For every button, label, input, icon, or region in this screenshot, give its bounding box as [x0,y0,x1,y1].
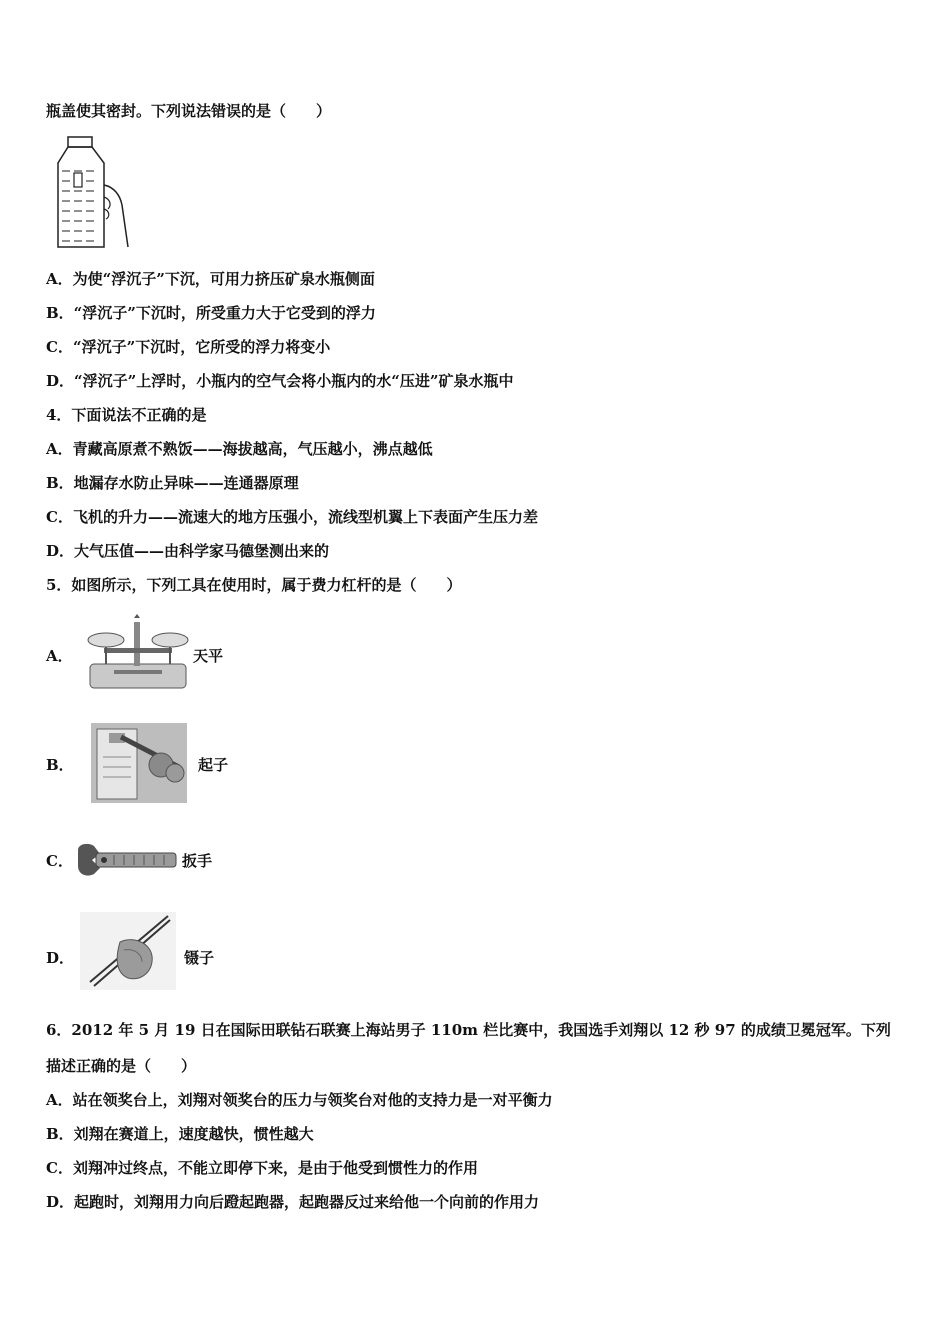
q4-option-c: C．飞机的升力——流速大的地方压强小，流线型机翼上下表面产生压力差 [46,508,538,526]
q5-option-b-tool: 起子 [198,756,229,774]
q5-option-a-letter: A． [46,647,73,665]
q5-option-c-tool: 扳手 [182,852,213,870]
q6-stem-line2: 描述正确的是（ ） [46,1057,197,1075]
q6-stem-line1: 6．2012 年 5 月 19 日在国际田联钻石联赛上海站男子 110m 栏比赛中，我国选手刘翔以 12 秒 97 的成绩卫冕冠军。下列 [46,1021,891,1039]
q6-option-a: A．站在领奖台上，刘翔对领奖台的压力与领奖台对他的支持力是一对平衡力 [46,1091,553,1109]
q4-option-d: D．大气压值——由科学家马德堡测出来的 [46,542,330,560]
q5-option-b-letter: B． [46,756,74,774]
q5-option-d-tool: 镊子 [184,949,215,967]
q6-option-b: B．刘翔在赛道上，速度越快，惯性越大 [46,1125,314,1143]
bottle-opener-icon [91,723,187,803]
q5-option-a-tool: 天平 [193,647,224,665]
q3-intro: 瓶盖使其密封。下列说法错误的是（ ） [46,102,332,120]
q6-option-c: C．刘翔冲过终点，不能立即停下来，是由于他受到惯性力的作用 [46,1159,478,1177]
q5-option-d-letter: D． [46,949,75,967]
q4-option-b: B．地漏存水防止异味——连通器原理 [46,474,299,492]
q5-option-c-letter: C． [46,852,73,870]
q3-option-c: C．“浮沉子”下沉时，它所受的浮力将变小 [46,338,331,356]
bottle-diver-icon [50,135,132,253]
q4-option-a: A．青藏高原煮不熟饭——海拔越高，气压越小，沸点越低 [46,440,433,458]
q6-option-d: D．起跑时，刘翔用力向后蹬起跑器，起跑器反过来给他一个向前的作用力 [46,1193,540,1211]
q3-option-a: A．为使“浮沉子”下沉，可用力挤压矿泉水瓶侧面 [46,270,375,288]
balance-scale-icon [84,612,192,690]
q3-option-b: B．“浮沉子”下沉时，所受重力大于它受到的浮力 [46,304,376,322]
tweezers-icon [80,912,176,990]
q5-stem: 5．如图所示，下列工具在使用时，属于费力杠杆的是（ ） [46,576,462,594]
wrench-icon [74,840,178,880]
q3-option-d: D．“浮沉子”上浮时，小瓶内的空气会将小瓶内的水“压进”矿泉水瓶中 [46,372,514,390]
q4-stem: 4．下面说法不正确的是 [46,406,207,424]
